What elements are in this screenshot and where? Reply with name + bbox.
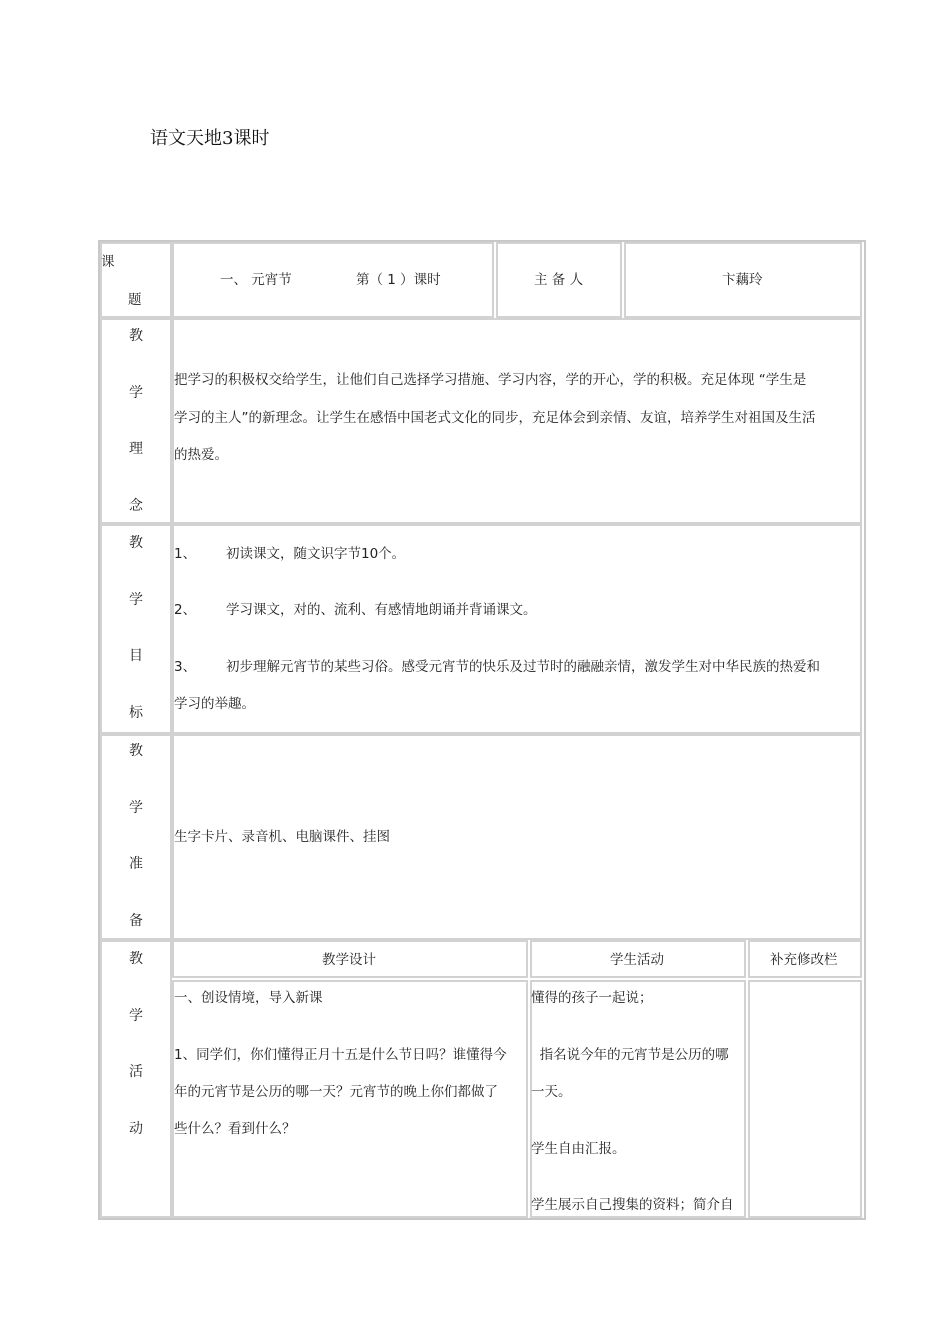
goal-text: 初步理解元宵节的某些习俗。感受元宵节的快乐及过节时的融融亲情，激发学生对中华民族的热爱和 [226, 659, 820, 675]
design-line: 1、同学们，你们懂得正月十五是什么节日吗？谁懂得今 [174, 1047, 507, 1063]
label-char: 备 [129, 913, 143, 929]
concept-line: 把学习的积极权交给学生，让他们自己选择学习措施、学习内容，学的开心，学的积极。充足体现 “学生是 [174, 372, 807, 388]
notes-header: 补充修改栏 [770, 952, 838, 968]
label-char: 教 [129, 328, 143, 344]
concept-line: 的热爱。 [174, 447, 228, 463]
topic-label-1: 课 [101, 254, 115, 270]
concept-vertical-label [126, 325, 146, 520]
student-line: 懂得的孩子一起说； [531, 990, 653, 1006]
lesson-name: 一、 元宵节 [220, 272, 292, 288]
preparer-label: 主 备 人 [534, 272, 584, 288]
goal-number: 1、 [174, 546, 197, 562]
label-char: 活 [129, 1064, 143, 1080]
goal-text: 初读课文，随文识字节10个。 [226, 546, 406, 562]
concept-text [174, 362, 816, 475]
prep-vertical-label [126, 740, 146, 935]
notes-body-cell [748, 980, 862, 1218]
label-char: 理 [129, 441, 143, 457]
design-header: 教学设计 [322, 952, 376, 968]
label-char: 学 [129, 800, 143, 816]
student-line: 学生展示自己搜集的资料；简介自 [531, 1197, 734, 1213]
goal-continuation: 学习的举趣。 [174, 696, 255, 712]
design-line: 一、创设情境，导入新课 [174, 990, 323, 1006]
design-line: 些什么？看到什么？ [174, 1121, 296, 1137]
label-char: 目 [129, 648, 143, 664]
label-char: 学 [129, 385, 143, 401]
student-line: 学生自由汇报。 [531, 1141, 626, 1157]
label-char: 教 [129, 743, 143, 759]
preparer-name: 卞藕玲 [722, 272, 763, 288]
topic-label-2: 题 [128, 292, 142, 308]
label-char: 学 [129, 592, 143, 608]
document-title: 语文天地3课时 [150, 128, 270, 149]
activity-vertical-label [126, 948, 146, 1143]
goal-number: 2、 [174, 602, 197, 618]
concept-line: 学习的主人”的新理念。让学生在感悟中国老式文化的同步，充足体会到亲情、友谊，培养学生对祖国及生活 [174, 409, 816, 426]
label-char: 学 [129, 1008, 143, 1024]
student-line: 指名说今年的元宵节是公历的哪 [531, 1047, 729, 1063]
goals-vertical-label [126, 532, 146, 727]
label-char: 准 [129, 856, 143, 872]
student-line: 一天。 [531, 1084, 572, 1100]
prep-text: 生字卡片、录音机、电脑课件、挂图 [174, 829, 390, 845]
goal-number: 3、 [174, 659, 197, 675]
design-line: 年的元宵节是公历的哪一天？元宵节的晚上你们都做了 [174, 1084, 498, 1100]
label-char: 动 [129, 1121, 143, 1137]
student-header: 学生活动 [610, 952, 664, 968]
lesson-period: 第（ 1 ）课时 [356, 272, 441, 288]
label-char: 教 [129, 535, 143, 551]
goal-text: 学习课文，对的、流利、有感情地朗诵并背诵课文。 [226, 602, 537, 618]
label-char: 教 [129, 951, 143, 967]
label-char: 标 [129, 705, 143, 721]
label-char: 念 [129, 498, 143, 514]
